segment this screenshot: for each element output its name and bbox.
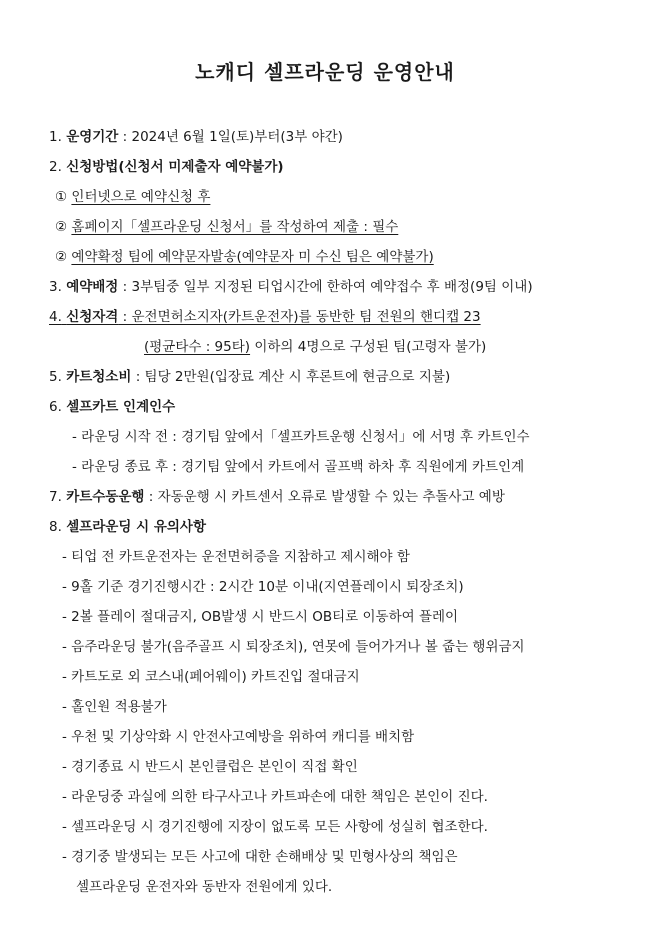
list-item: - 라운딩 종료 후 : 경기팀 앞에서 카트에서 골프백 하차 후 직원에게 카트인계 bbox=[72, 459, 525, 475]
list-item: - 티업 전 카트운전자는 운전면허증을 지참하고 제시해야 함 bbox=[62, 549, 410, 565]
list-item bbox=[55, 187, 210, 207]
section-number: 8. bbox=[49, 519, 62, 535]
section-8 bbox=[49, 517, 206, 537]
section-4-continued bbox=[144, 337, 486, 357]
section-number: 1. bbox=[49, 129, 62, 145]
list-item: - 홀인원 적용불가 bbox=[62, 699, 167, 715]
list-item: - 음주라운딩 불가(음주골프 시 퇴장조치), 연못에 들어가거나 볼 줍는 행위금지 bbox=[62, 639, 525, 655]
circled-number: ① bbox=[55, 189, 68, 205]
circled-number: ② bbox=[55, 219, 68, 235]
list-item-continued: 셀프라운딩 운전자와 동반자 전원에게 있다. bbox=[76, 879, 333, 895]
section-number: 5. bbox=[49, 369, 62, 385]
section-number: 6. bbox=[49, 399, 62, 415]
list-item: - 9홀 기준 경기진행시간 : 2시간 10분 이내(지연플레이시 퇴장조치) bbox=[62, 579, 464, 595]
section-3 bbox=[49, 277, 533, 297]
list-item: - 카트도로 외 코스내(페어웨이) 카트진입 절대금지 bbox=[62, 669, 360, 685]
list-item: - 셀프라운딩 시 경기진행에 지장이 없도록 모든 사항에 성실히 협조한다. bbox=[62, 819, 488, 835]
section-text: : 자동운행 시 카트센서 오류로 발생할 수 있는 추돌사고 예방 bbox=[144, 489, 505, 505]
list-item: - 라운딩 시작 전 : 경기팀 앞에서「셀프카트운행 신청서」에 서명 후 카트인수 bbox=[72, 429, 530, 445]
section-label: 카트수동운행 bbox=[66, 489, 145, 505]
section-number: 2. bbox=[49, 159, 62, 175]
section-text: : 3부팀중 일부 지정된 티업시간에 한하여 예약접수 후 배정(9팀 이내) bbox=[118, 279, 533, 295]
list-item: - 라운딩중 과실에 의한 타구사고나 카트파손에 대한 책임은 본인이 진다. bbox=[62, 789, 488, 805]
section-7 bbox=[49, 487, 505, 507]
section-label: 셀프카트 인계인수 bbox=[66, 399, 176, 415]
section-text: : 팀당 2만원(입장료 계산 시 후론트에 현금으로 지불) bbox=[131, 369, 451, 385]
list-item-text: 인터넷으로 예약신청 후 bbox=[71, 189, 211, 205]
section-text: 이하의 4명으로 구성된 팀(고령자 불가) bbox=[250, 339, 487, 355]
section-number: 7. bbox=[49, 489, 62, 505]
section-2 bbox=[49, 157, 284, 177]
section-4 bbox=[49, 307, 481, 327]
list-item bbox=[55, 247, 434, 267]
section-label: 운영기간 bbox=[66, 129, 119, 145]
list-item: - 우천 및 기상악화 시 안전사고예방을 위하여 캐디를 배치함 bbox=[62, 729, 415, 745]
section-6 bbox=[49, 397, 175, 417]
section-text: : 2024년 6월 1일(토)부터(3부 야간) bbox=[118, 129, 343, 145]
section-text: : 운전면허소지자(카트운전자)를 동반한 팀 전원의 핸디캡 23 bbox=[118, 309, 481, 325]
section-label: 신청자격 bbox=[66, 309, 119, 325]
section-number: 4. bbox=[49, 309, 62, 325]
section-label: 카트청소비 bbox=[66, 369, 132, 385]
page-title: 노캐디 셀프라운딩 운영안내 bbox=[195, 60, 455, 84]
section-label: 신청방법(신청서 미제출자 예약불가) bbox=[66, 159, 284, 175]
section-number: 3. bbox=[49, 279, 62, 295]
section-label: 예약배정 bbox=[66, 279, 119, 295]
list-item: - 경기종료 시 반드시 본인클럽은 본인이 직접 확인 bbox=[62, 759, 358, 775]
list-item bbox=[55, 217, 398, 237]
section-5 bbox=[49, 367, 450, 387]
section-1 bbox=[49, 127, 343, 147]
list-item: - 경기중 발생되는 모든 사고에 대한 손해배상 및 민형사상의 책임은 bbox=[62, 849, 458, 865]
section-label: 셀프라운딩 시 유의사항 bbox=[66, 519, 206, 535]
list-item-text: 예약확정 팀에 예약문자발송(예약문자 미 수신 팀은 예약불가) bbox=[71, 249, 434, 265]
circled-number: ② bbox=[55, 249, 68, 265]
section-text: (평균타수 : 95타) bbox=[144, 339, 251, 355]
list-item: - 2볼 플레이 절대금지, OB발생 시 반드시 OB티로 이동하여 플레이 bbox=[62, 609, 459, 625]
list-item-text: 홈페이지「셀프라운딩 신청서」를 작성하여 제출 : 필수 bbox=[71, 219, 399, 235]
